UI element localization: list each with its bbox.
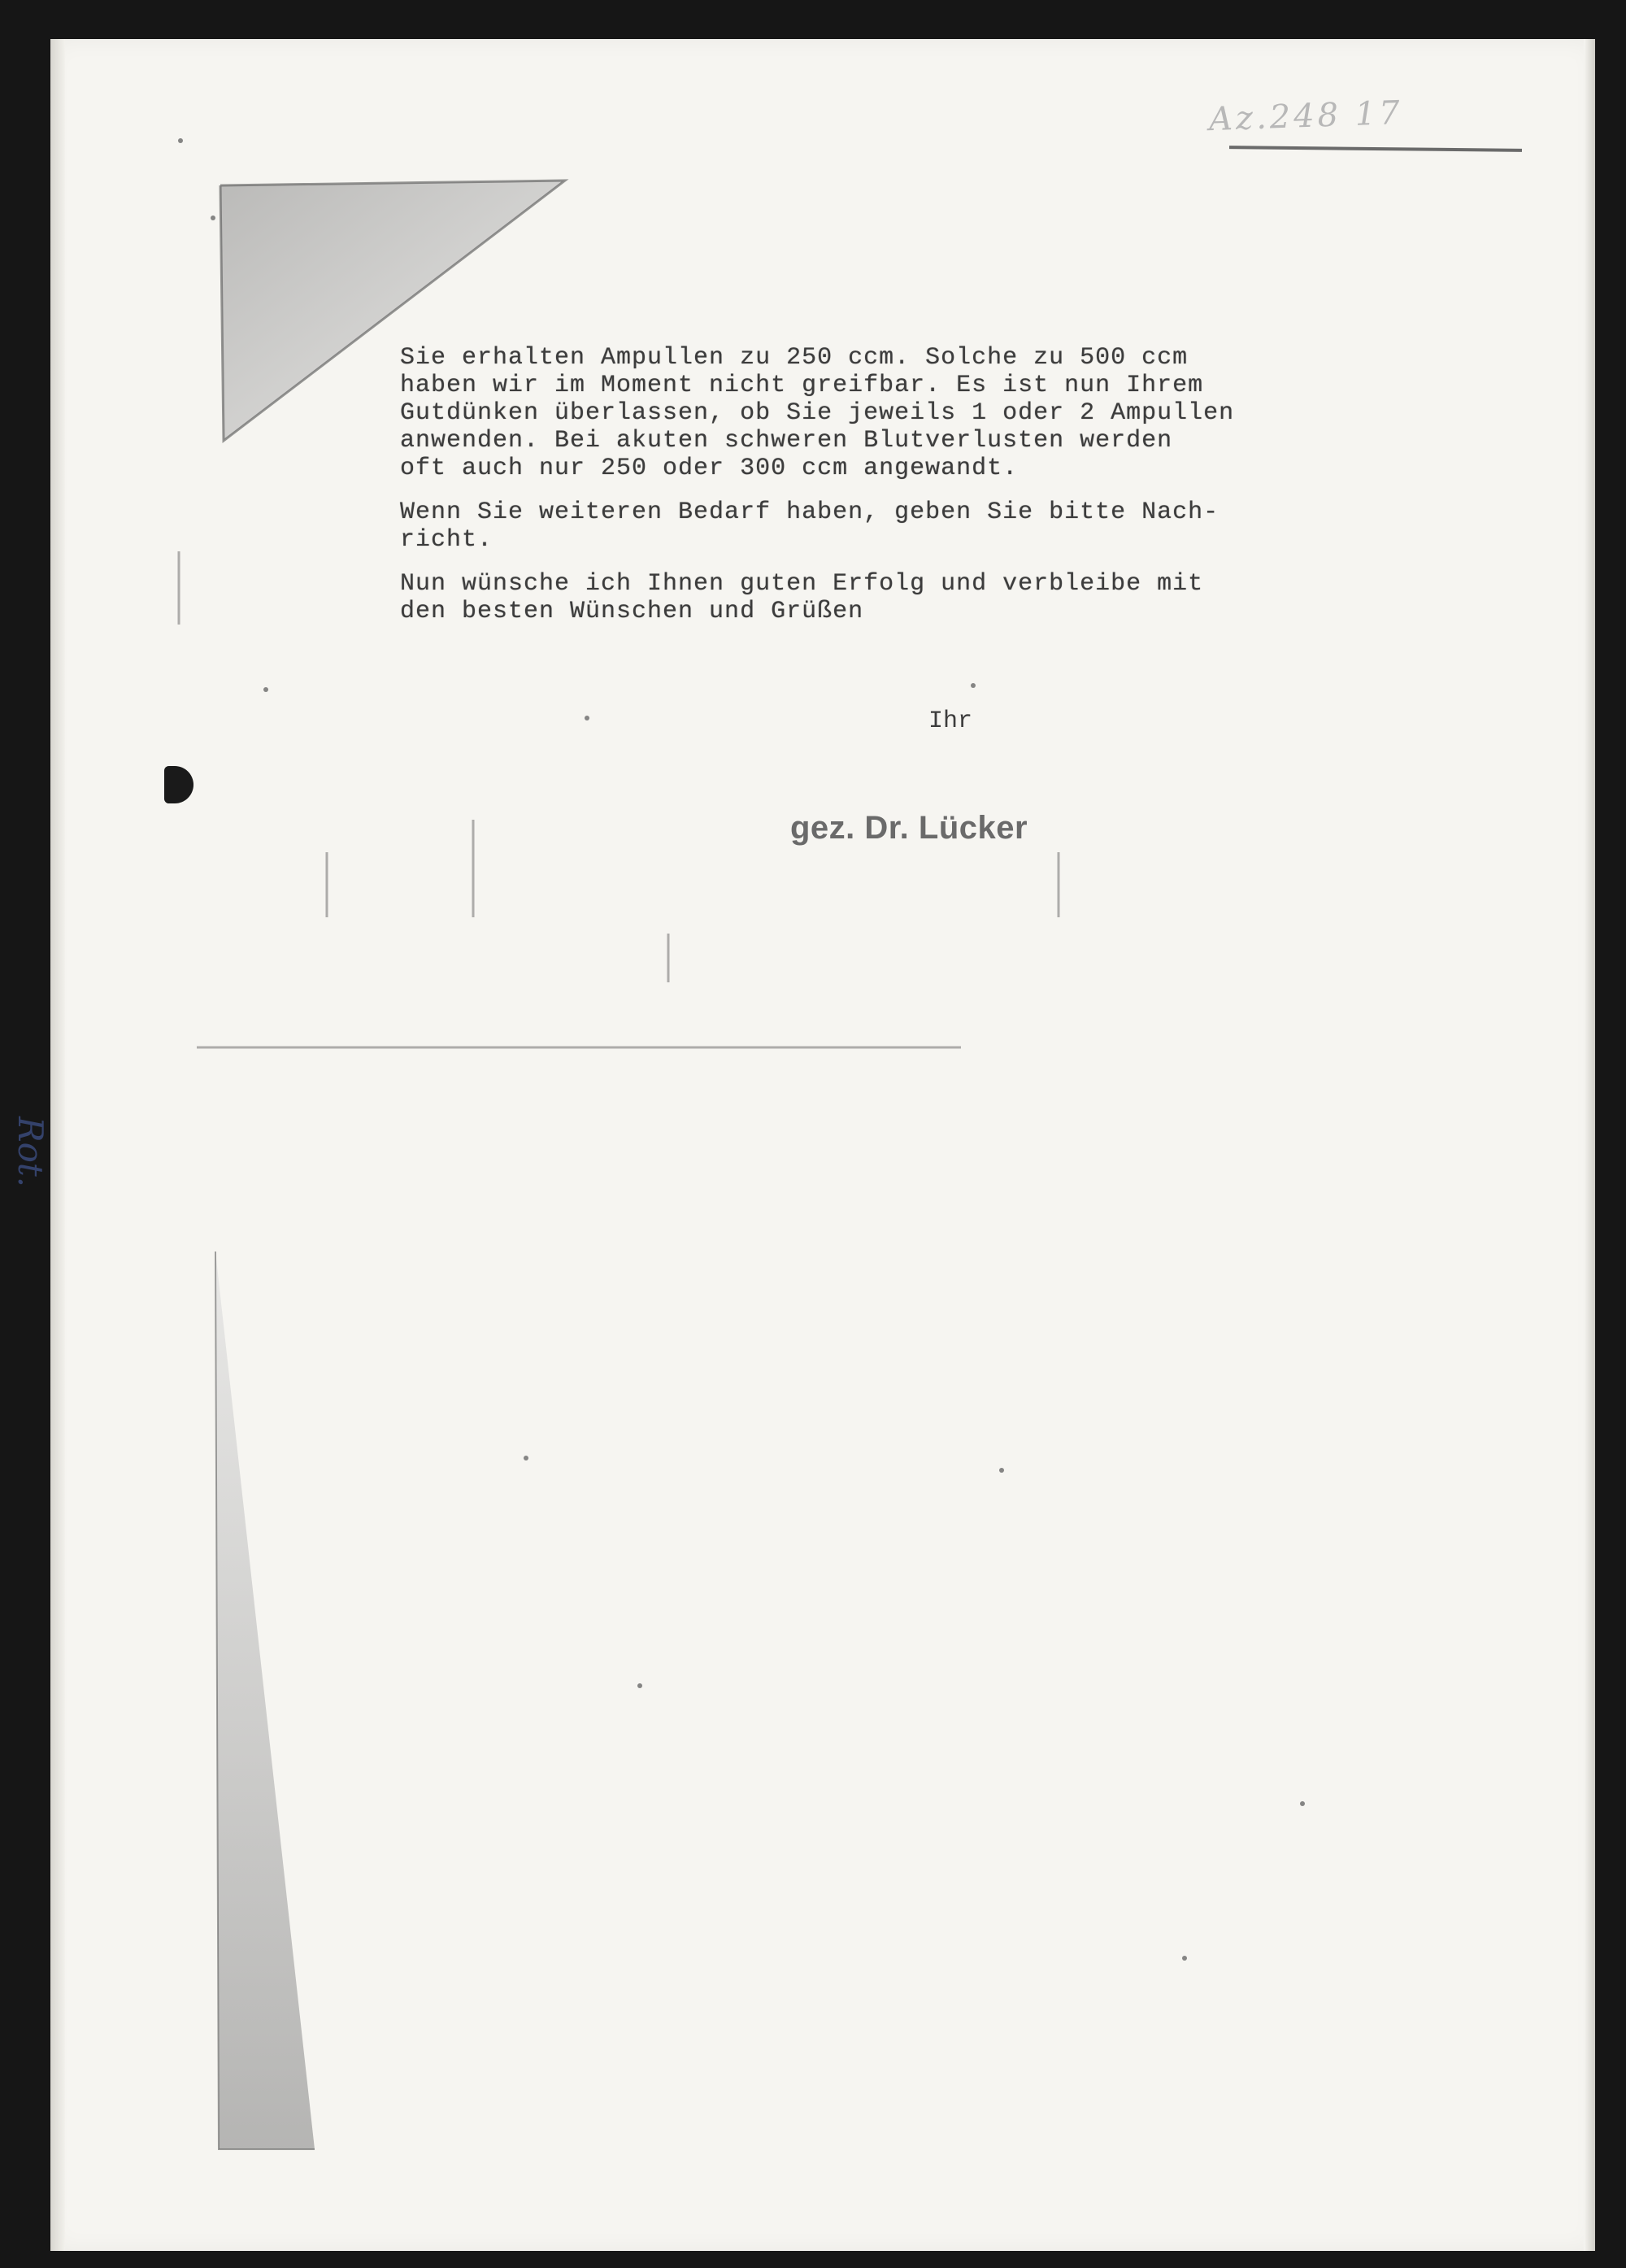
archive-mark: Az.248 17 xyxy=(1208,94,1404,139)
letter-body xyxy=(400,344,1481,642)
paragraph-bedarf: Wenn Sie weiteren Bedarf haben, geben Sie bitte Nach- richt. xyxy=(400,498,1220,554)
handwritten-margin-note: Rot. xyxy=(11,1117,50,1188)
paragraph-gruesse: Nun wünsche ich Ihnen guten Erfolg und verbleibe mit den besten Wünschen und Grüßen xyxy=(400,570,1204,625)
signature-stamp: gez. Dr. Lücker xyxy=(790,810,1028,846)
paragraph-ampullen: Sie erhalten Ampullen zu 250 ccm. Solche zu 500 ccm haben wir im Moment nicht greifbar. Es ist nun Ihrem Gutdünken überlassen, ob Sie jeweils 1 oder 2 Ampullen anwenden. Bei akuten schweren Blutverlusten werden oft auch nur 250 oder 300 ccm angewandt. xyxy=(400,344,1235,482)
document-page xyxy=(11,39,1595,2251)
closing-line: Ihr xyxy=(928,707,973,735)
